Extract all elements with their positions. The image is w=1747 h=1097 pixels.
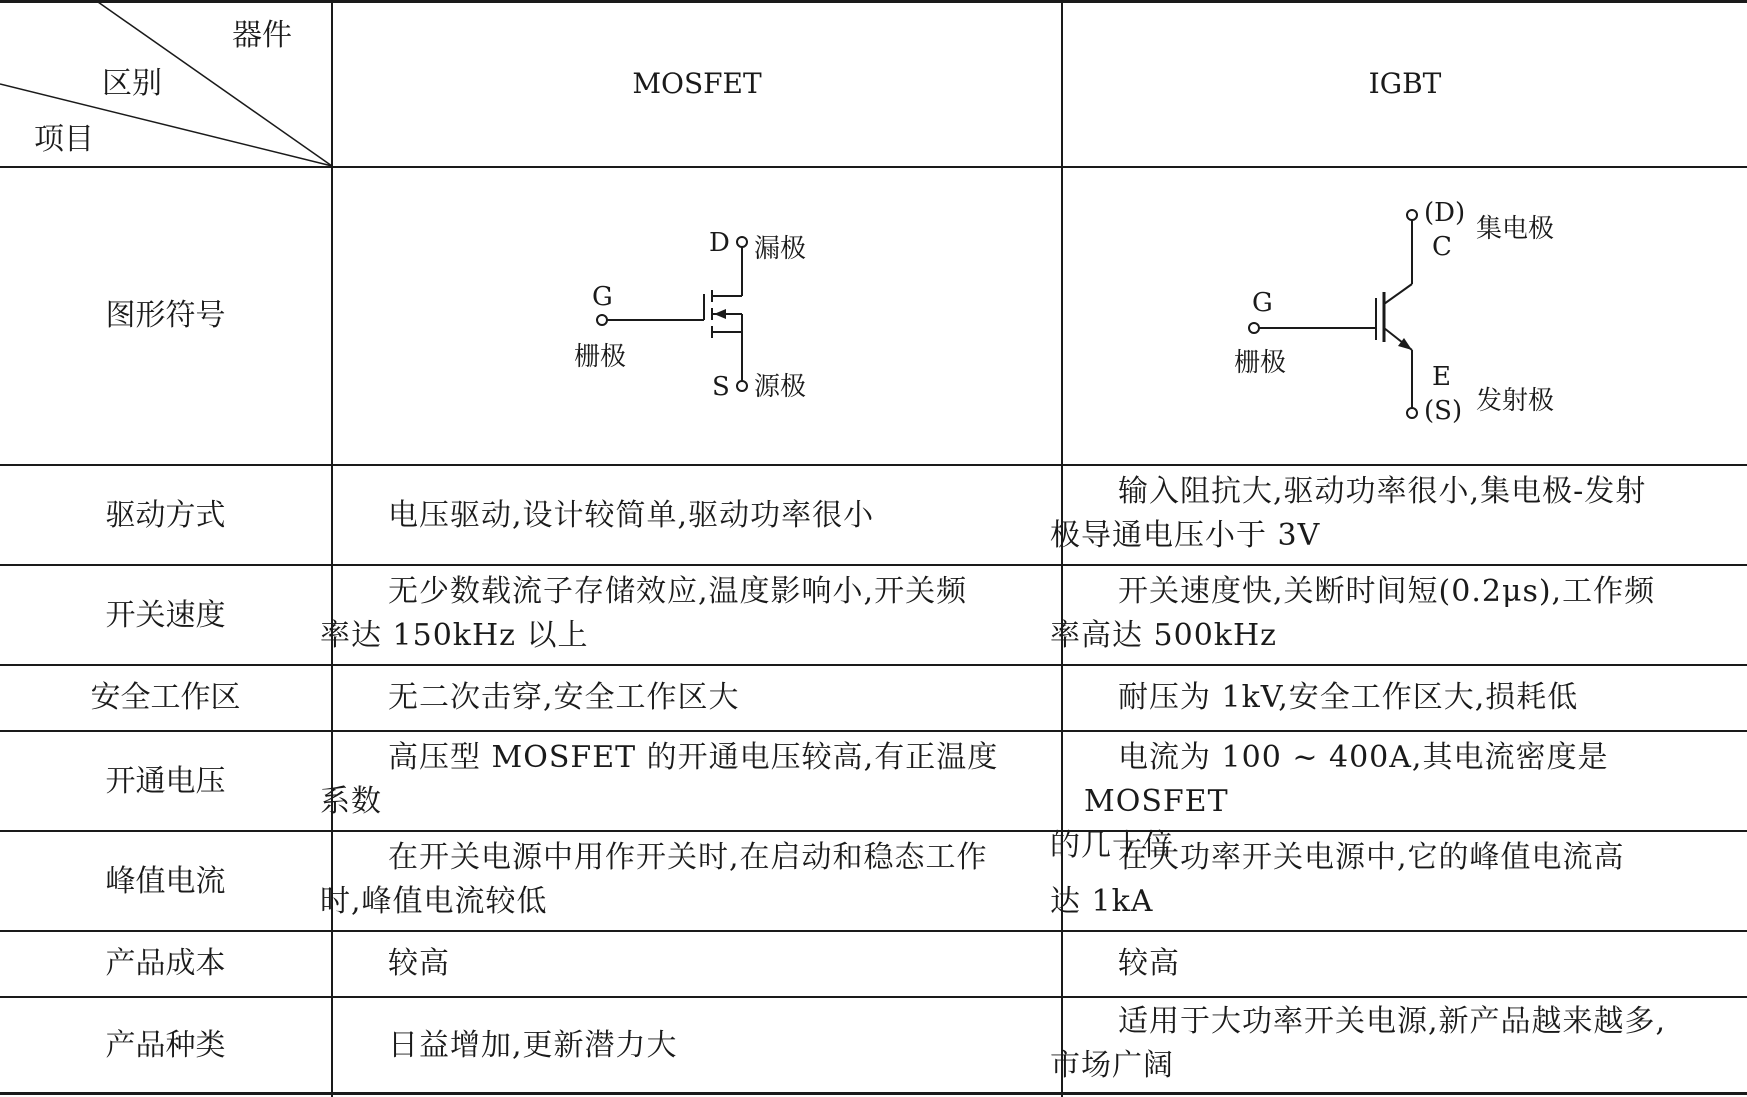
mosfet-drain-name: 漏极 xyxy=(754,234,807,264)
text-line: 输入阻抗大,驱动功率很小,集电极-发射 xyxy=(1118,474,1647,509)
row-label-symbol: 图形符号 xyxy=(105,298,226,333)
text-line: 极导通电压小于 3V xyxy=(1050,518,1321,553)
igbt-emitter-letter: E xyxy=(1432,362,1451,392)
text-line: 较高 xyxy=(388,946,450,981)
column-header-mosfet: MOSFET xyxy=(632,67,762,100)
row-label-safe-operating-area: 安全工作区 xyxy=(90,680,241,715)
header-corner-device: 器件 xyxy=(232,18,292,53)
mosfet-drive-method-text xyxy=(354,494,1044,538)
row-divider xyxy=(0,564,1747,566)
text-line: 较高 xyxy=(1118,946,1180,981)
igbt-drive-method-text xyxy=(1050,470,1734,558)
mosfet-product-cost-text xyxy=(354,942,1044,986)
igbt-collector-name: 集电极 xyxy=(1476,214,1555,244)
igbt-emitter-name: 发射极 xyxy=(1476,386,1555,416)
row-label-drive-method: 驱动方式 xyxy=(105,498,226,533)
igbt-product-variety-text xyxy=(1050,1000,1734,1088)
text-line: 达 1kA xyxy=(1050,884,1154,919)
mosfet-safe-operating-area-text xyxy=(354,676,1044,720)
text-line: 耐压为 1kV,安全工作区大,损耗低 xyxy=(1118,680,1579,715)
igbt-emitter-alt-letter: (S) xyxy=(1424,396,1463,426)
row-label-turn-on-voltage: 开通电压 xyxy=(105,764,226,799)
mosfet-drain-letter: D xyxy=(709,228,730,258)
text-line: 日益增加,更新潜力大 xyxy=(388,1028,678,1063)
text-line: 电压驱动,设计较简单,驱动功率很小 xyxy=(388,498,875,533)
igbt-gate-name: 栅极 xyxy=(1234,348,1287,378)
igbt-symbol xyxy=(1240,200,1420,440)
text-line: 适用于大功率开关电源,新产品越来越多, xyxy=(1118,1004,1667,1039)
igbt-safe-operating-area-text xyxy=(1084,676,1734,720)
text-line: 高压型 MOSFET 的开通电压较高,有正温度 xyxy=(388,740,999,775)
mosfet-gate-name: 栅极 xyxy=(574,342,627,372)
table-bottom-border xyxy=(0,1092,1747,1095)
mosfet-product-variety-text xyxy=(354,1024,1044,1068)
column-header-igbt: IGBT xyxy=(1368,67,1442,100)
mosfet-gate-letter: G xyxy=(592,282,613,312)
igbt-collector-alt-letter: (D) xyxy=(1424,198,1466,228)
mosfet-peak-current-text xyxy=(320,836,1044,924)
text-line: 开关速度快,关断时间短(0.2μs),工作频 xyxy=(1118,574,1656,609)
row-label-product-variety: 产品种类 xyxy=(105,1028,226,1063)
text-line: 在开关电源中用作开关时,在启动和稳态工作 xyxy=(388,840,988,875)
text-line: 无二次击穿,安全工作区大 xyxy=(388,680,740,715)
mosfet-turn-on-voltage-text xyxy=(320,736,1044,824)
mosfet-source-letter: S xyxy=(712,372,730,402)
text-line: 无少数载流子存储效应,温度影响小,开关频 xyxy=(388,574,968,609)
text-line: 市场广阔 xyxy=(1050,1048,1174,1083)
row-divider xyxy=(0,996,1747,998)
text-line: 时,峰值电流较低 xyxy=(320,884,548,919)
row-label-product-cost: 产品成本 xyxy=(105,946,226,981)
row-divider xyxy=(0,664,1747,666)
text-line: 在大功率开关电源中,它的峰值电流高 xyxy=(1118,840,1625,875)
text-line: 率高达 500kHz xyxy=(1050,618,1277,653)
text-line: 率达 150kHz 以上 xyxy=(320,618,589,653)
row-divider xyxy=(0,464,1747,466)
text-line: 电流为 100 ~ 400A,其电流密度是 MOSFET xyxy=(1084,740,1609,819)
row-label-peak-current: 峰值电流 xyxy=(105,864,226,899)
mosfet-source-name: 源极 xyxy=(754,372,807,402)
text-line: 的几十倍 xyxy=(1050,828,1174,863)
row-label-switching-speed: 开关速度 xyxy=(105,598,226,633)
text-line: 系数 xyxy=(320,784,382,819)
igbt-peak-current-text xyxy=(1050,836,1734,924)
igbt-gate-letter: G xyxy=(1252,288,1273,318)
row-divider xyxy=(0,930,1747,932)
row-divider xyxy=(0,730,1747,732)
igbt-product-cost-text xyxy=(1084,942,1734,986)
header-corner-item: 项目 xyxy=(34,122,94,157)
igbt-switching-speed-text xyxy=(1050,570,1734,658)
igbt-collector-letter: C xyxy=(1432,232,1452,262)
header-corner-difference: 区别 xyxy=(102,66,162,101)
mosfet-switching-speed-text xyxy=(320,570,1044,658)
